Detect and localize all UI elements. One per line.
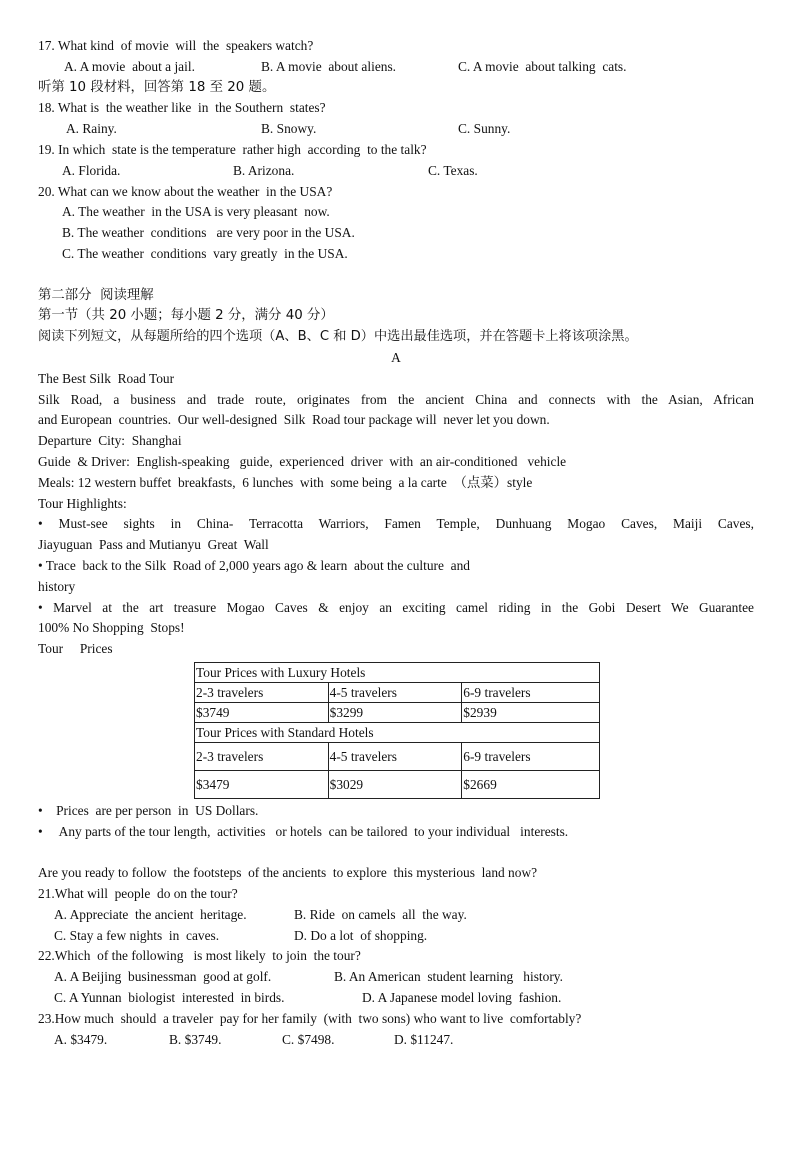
standard-price-2: $3029	[328, 770, 462, 798]
reading-instruction: 阅读下列短文，从每题所给的四个选项（A、B、C 和 D）中选出最佳选项，并在答题卡上将该项涂黑。	[38, 329, 638, 345]
table-row	[195, 742, 600, 770]
q17-option-a: A. A movie about a jail.	[64, 58, 195, 74]
q23-option-c: C. $7498.	[282, 1031, 335, 1047]
blank-line	[38, 265, 754, 286]
table-row	[195, 770, 600, 798]
section1-header: 第一节（共 20 小题；每小题 2 分，满分 40 分）	[38, 308, 334, 324]
q18-option-a: A. Rainy.	[66, 121, 117, 137]
highlights-title: Tour Highlights:	[38, 495, 127, 511]
table-row	[195, 702, 600, 722]
q21-option-c: C. Stay a few nights in caves.	[54, 927, 220, 943]
question-17-stem: 17. What kind of movie will the speakers watch?	[38, 38, 314, 53]
q18-option-b: B. Snowy.	[261, 121, 317, 137]
standard-header: Tour Prices with Standard Hotels	[195, 722, 600, 742]
question-21-options-row1	[38, 905, 754, 926]
q21-option-d: D. Do a lot of shopping.	[294, 927, 428, 943]
luxury-price-2: $3299	[328, 702, 462, 722]
guide-driver: Guide & Driver: English-speaking guide, experienced driver with an air-conditioned vehicle	[38, 453, 567, 469]
meals-suffix: ）style	[493, 474, 533, 490]
q21-option-b: B. Ride on camels all the way.	[294, 906, 467, 922]
question-20-stem: 20. What can we know about the weather in the USA?	[38, 183, 333, 199]
q17-option-c: C. A movie about talking cats.	[458, 58, 627, 74]
q20-option-b: B. The weather conditions are very poor in the USA.	[62, 225, 355, 241]
question-18-stem: 18. What is the weather like in the Southern states?	[38, 100, 326, 116]
exam-page	[38, 36, 754, 1050]
question-23-stem: 23.How much should a traveler pay for her family (with two sons) who want to live comfortably?	[38, 1010, 582, 1026]
highlight-3-line2: 100% No Shopping Stops!	[38, 620, 185, 636]
q18-option-c: C. Sunny.	[458, 121, 511, 137]
question-19-stem: 19. In which state is the temperature rather high according to the talk?	[38, 141, 427, 157]
standard-price-3: $2669	[462, 770, 600, 798]
standard-group-3: 6-9 travelers	[462, 742, 600, 770]
q23-option-b: B. $3749.	[169, 1031, 222, 1047]
standard-group-1: 2-3 travelers	[195, 742, 329, 770]
question-21-options-row2	[38, 926, 754, 947]
table-row	[195, 662, 600, 682]
q22-option-b: B. An American student learning history.	[334, 969, 563, 985]
passage-letter: A	[391, 349, 401, 365]
question-22-stem: 22.Which of the following is most likely to join the tour?	[38, 948, 361, 964]
q17-option-b: B. A movie about aliens.	[261, 58, 397, 74]
question-22-options-row1	[38, 967, 754, 988]
luxury-group-1: 2-3 travelers	[195, 682, 329, 702]
luxury-group-2: 4-5 travelers	[328, 682, 462, 702]
table-row	[195, 682, 600, 702]
departure-city: Departure City: Shanghai	[38, 433, 182, 449]
blank-line	[38, 843, 754, 864]
q19-option-b: B. Arizona.	[233, 162, 295, 178]
passage-title: The Best Silk Road Tour	[38, 370, 175, 386]
q22-option-c: C. A Yunnan biologist interested in birds.	[54, 990, 285, 1006]
q20-option-a: A. The weather in the USA is very pleasant now.	[62, 204, 330, 220]
luxury-price-1: $3749	[195, 702, 329, 722]
q19-option-c: C. Texas.	[428, 162, 478, 178]
luxury-group-3: 6-9 travelers	[462, 682, 600, 702]
question-23-options	[38, 1030, 754, 1051]
highlight-1-line2: Jiayuguan Pass and Mutianyu Great Wall	[38, 537, 269, 553]
meals-prefix: Meals: 12 western buffet breakfasts, 6 lunches with some being a la carte （	[38, 474, 467, 490]
note-2: • Any parts of the tour length, activities or hotels can be tailored to your individual interests.	[38, 823, 569, 839]
highlight-3-line1: • Marvel at the art treasure Mogao Caves & enjoy an exciting camel riding in the Gobi Desert We Guarantee	[38, 599, 754, 615]
q23-option-d: D. $11247.	[394, 1031, 454, 1047]
price-table	[194, 662, 600, 799]
tour-prices-title: Tour Prices	[38, 641, 113, 657]
meals	[38, 473, 754, 494]
passage-intro-line2: and European countries. Our well-designed Silk Road tour package will never let you down.	[38, 412, 550, 428]
note-1: • Prices are per person in US Dollars.	[38, 802, 259, 818]
passage-intro-line1: Silk Road, a business and trade route, originates from the ancient China and connects with the Asian, African	[38, 391, 754, 407]
table-row	[195, 722, 600, 742]
highlight-1-line1: • Must-see sights in China- Terracotta Warriors, Famen Temple, Dunhuang Mogao Caves, Maiji Caves,	[38, 516, 754, 532]
q23-option-a: A. $3479.	[54, 1031, 108, 1047]
question-17-options	[38, 57, 754, 78]
q21-option-a: A. Appreciate the ancient heritage.	[54, 906, 247, 922]
closing-question: Are you ready to follow the footsteps of the ancients to explore this mysterious land now?	[38, 865, 538, 881]
q19-option-a: A. Florida.	[62, 162, 121, 178]
question-18-options	[38, 119, 754, 140]
question-21-stem: 21.What will people do on the tour?	[38, 886, 238, 902]
q20-option-c: C. The weather conditions vary greatly in the USA.	[62, 245, 348, 261]
highlight-2-line2: history	[38, 578, 76, 594]
section-10-instruction: 听第 10 段材料，回答第 18 至 20 题。	[38, 79, 276, 95]
question-19-options	[38, 161, 754, 182]
luxury-header: Tour Prices with Luxury Hotels	[195, 662, 600, 682]
q22-option-a: A. A Beijing businessman good at golf.	[54, 969, 272, 985]
standard-price-1: $3479	[195, 770, 329, 798]
question-22-options-row2	[38, 988, 754, 1009]
highlight-2-line1: • Trace back to the Silk Road of 2,000 years ago & learn about the culture and	[38, 557, 470, 573]
standard-group-2: 4-5 travelers	[328, 742, 462, 770]
part2-title: 第二部分 阅读理解	[38, 287, 154, 303]
q22-option-d: D. A Japanese model loving fashion.	[362, 990, 562, 1006]
meals-cjk: 点菜	[466, 475, 494, 491]
luxury-price-3: $2939	[462, 702, 600, 722]
